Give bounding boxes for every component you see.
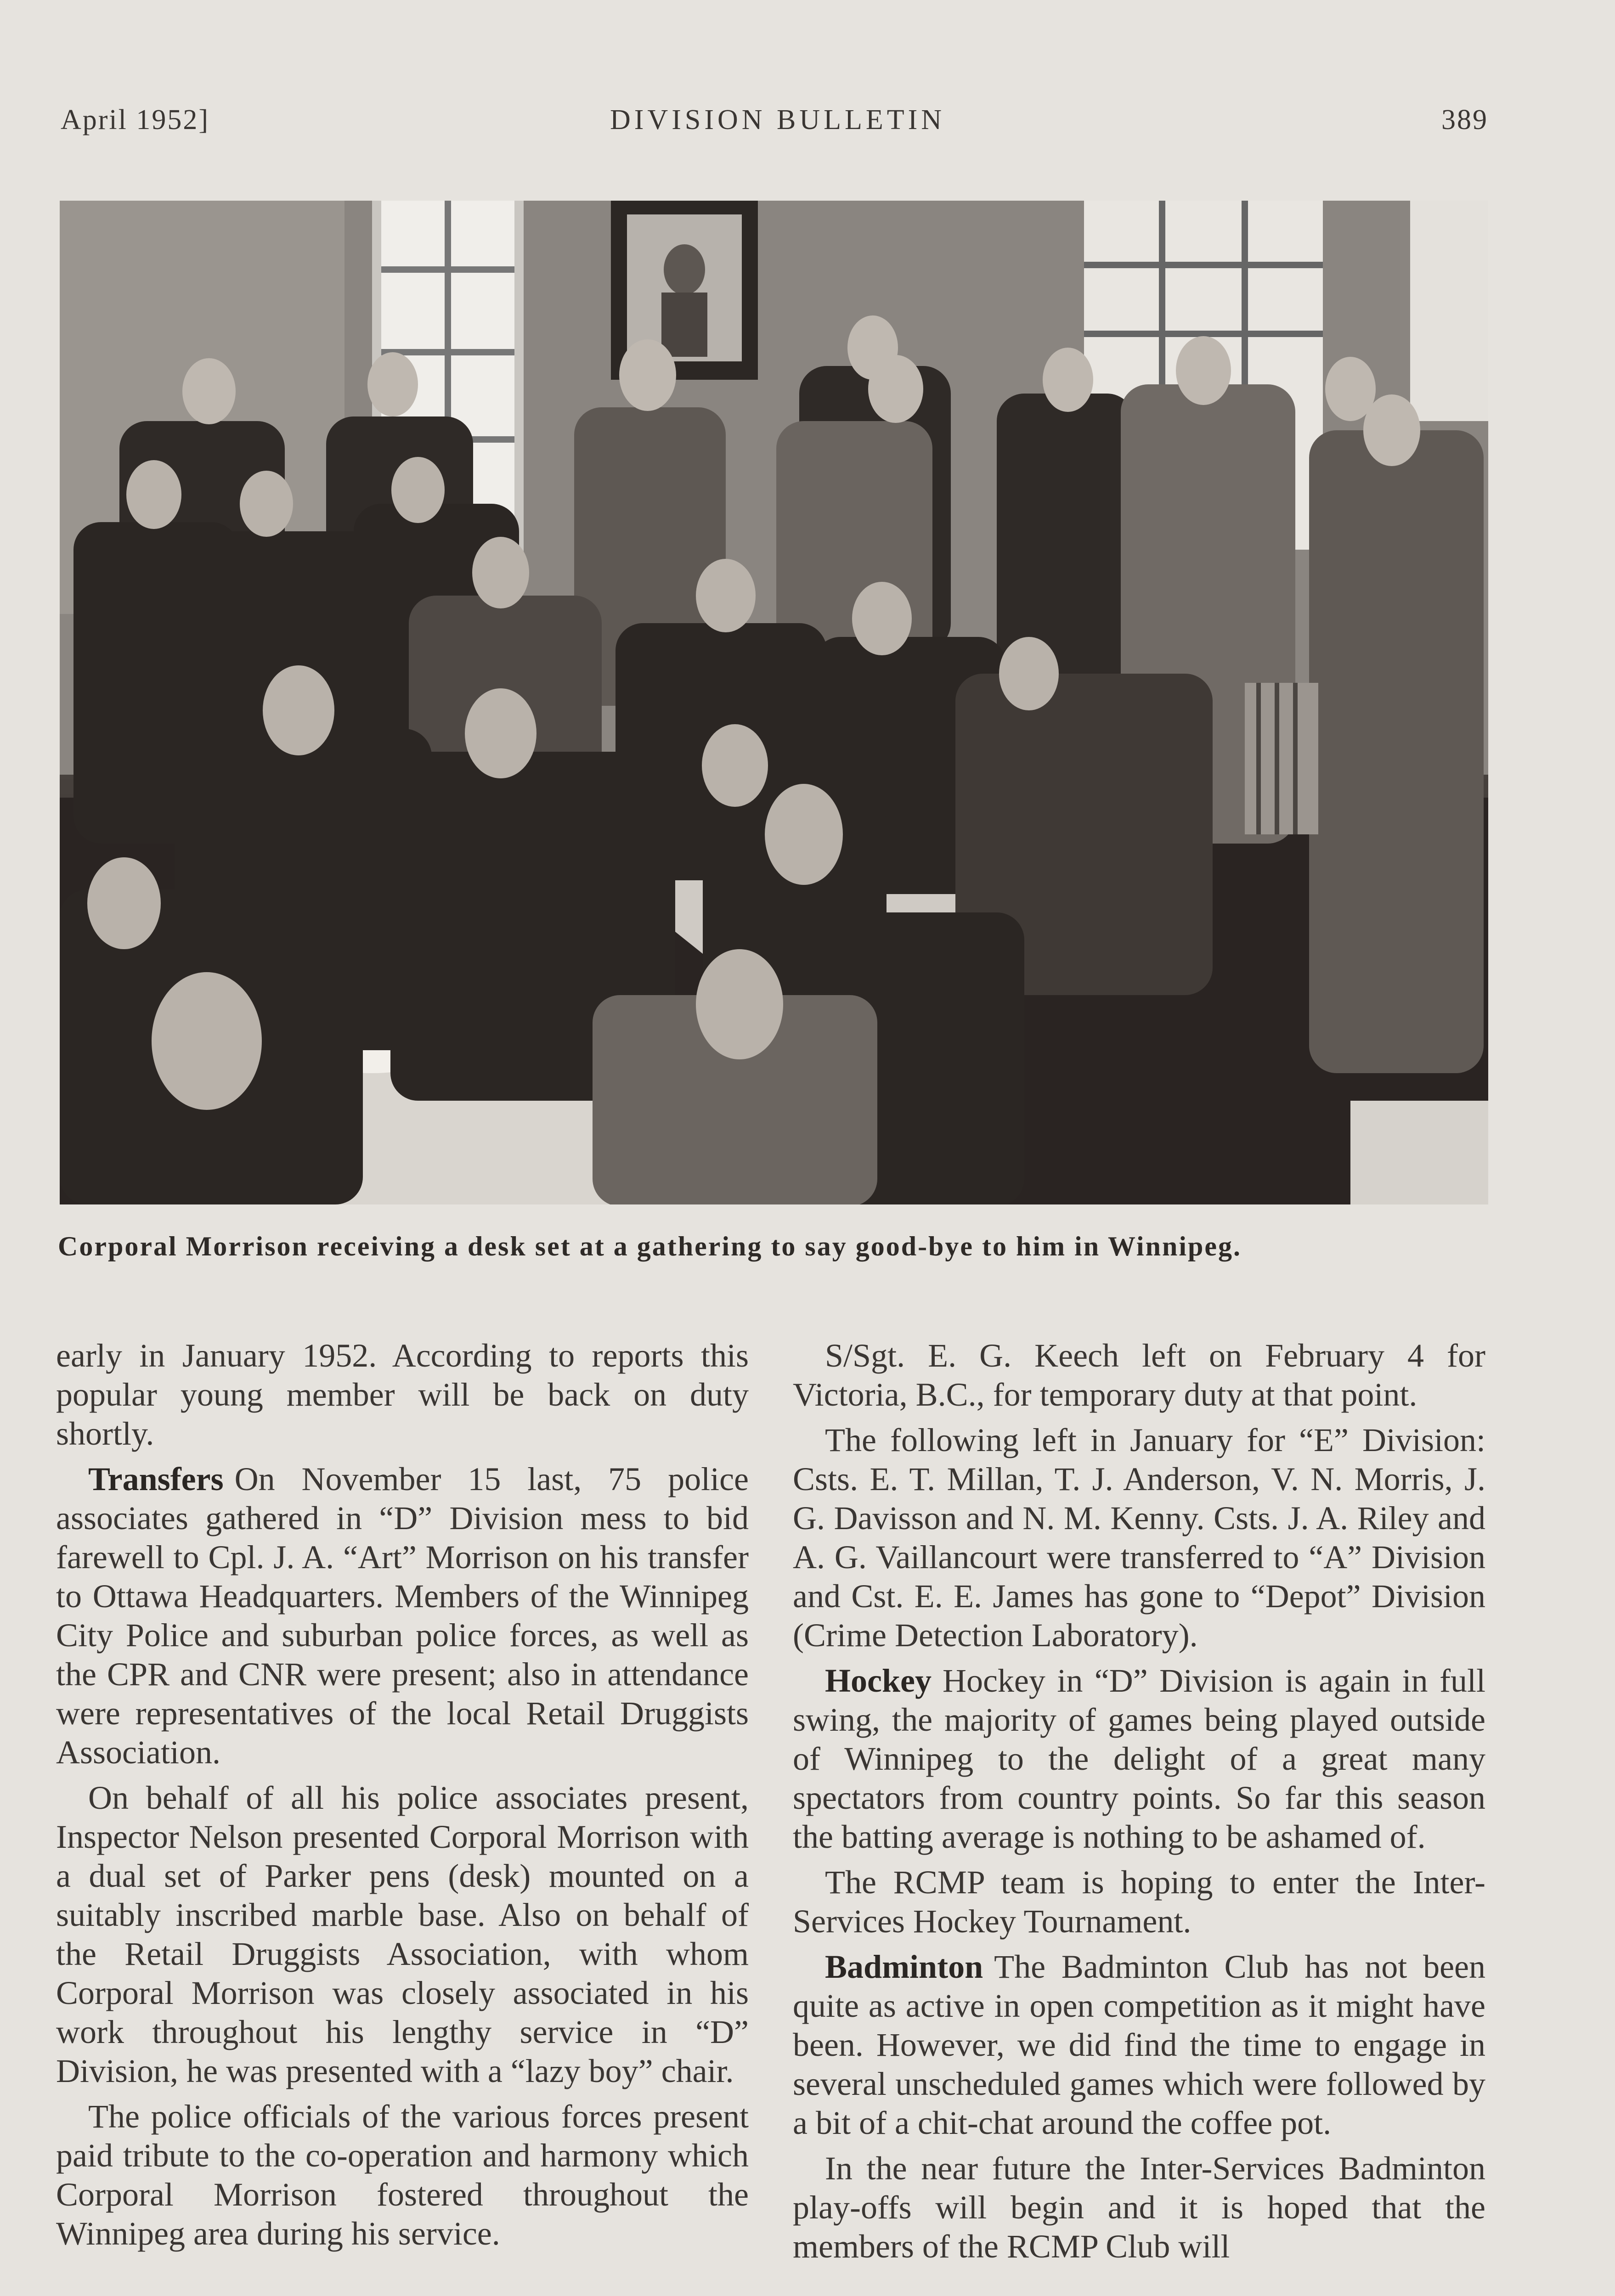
paragraph-text: Hockey in “D” Division is again in full swing, the majority of games being played outside of Winnipeg to the delight of a great many spectators from country points. So far this season the batting average is nothing to be ashamed of. — [793, 1662, 1485, 1855]
paragraph: The following left in January for “E” Division: Csts. E. T. Millan, T. J. Anderson, V. N. Morris, J. G. Davisson and N. M. Kenny. Csts. J. A. Riley and A. G. Vaillancourt were transferred to “A” Division and Cst. E. E. James has gone to “Depot” Division (Crime Detection Laboratory). — [793, 1422, 1485, 1654]
paragraph: In the near future the Inter-Services Badminton play-offs will begin and it is hoped that the members of the RCMP Club will — [793, 2150, 1485, 2265]
chair — [1350, 1101, 1488, 1204]
group-photograph — [60, 201, 1488, 1204]
paragraph-badminton — [793, 1947, 1485, 2143]
right-column — [793, 1336, 1485, 2273]
issue-date: April 1952] — [61, 104, 210, 135]
paragraph-transfers — [56, 1460, 749, 1772]
section-heading-transfers: Transfers — [88, 1461, 224, 1497]
page-number: 389 — [1441, 104, 1488, 135]
paragraph: The police officials of the various forces present paid tribute to the co-operation and harmony which Corporal Morrison fostered throughout the Winnipeg area during his service. — [56, 2098, 749, 2252]
running-header — [0, 104, 1615, 145]
radiator — [1245, 683, 1318, 834]
paragraph-hockey — [793, 1661, 1485, 1857]
paragraph-text: On November 15 last, 75 police associates gathered in “D” Division mess to bid farewell to Cpl. J. A. “Art” Morrison on his transfer to Ottawa Headquarters. Members of the Winnipeg City Police and suburban police forces, as well as the CPR and CNR were present; also in attendance were representatives of the local Retail Druggists Association. — [56, 1461, 749, 1771]
paragraph: S/Sgt. E. G. Keech left on February 4 for Victoria, B.C., for temporary duty at that point. — [793, 1337, 1485, 1413]
section-heading-hockey: Hockey — [825, 1662, 932, 1699]
photo-illustration — [60, 201, 1488, 1204]
photo-caption: Corporal Morrison receiving a desk set at a gathering to say good-bye to him in Winnipeg. — [58, 1231, 1242, 1261]
paragraph-text: The Badminton Club has not been quite as active in open competition as it might have been. However, we did find the time to engage in several unscheduled games which were followed by a bit of a chit-chat around the coffee pot. — [793, 1948, 1485, 2141]
left-column — [56, 1336, 749, 2260]
paragraph: The RCMP team is hoping to enter the Inter-Services Hockey Tournament. — [793, 1864, 1485, 1940]
section-heading-badminton: Badminton — [825, 1948, 983, 1985]
paragraph: early in January 1952. According to reports this popular young member will be back on duty shortly. — [56, 1337, 749, 1452]
publication-title: DIVISION BULLETIN — [610, 104, 946, 135]
paragraph: On behalf of all his police associates present, Inspector Nelson presented Corporal Morrison with a dual set of Parker pens (desk) mounted on a suitably inscribed marble base. Also on behalf of the Retail Druggists Association, with whom Corporal Morrison was closely associated in his work throughout his lengthy service in “D” Division, he was presented with a “lazy boy” chair. — [56, 1779, 749, 2089]
